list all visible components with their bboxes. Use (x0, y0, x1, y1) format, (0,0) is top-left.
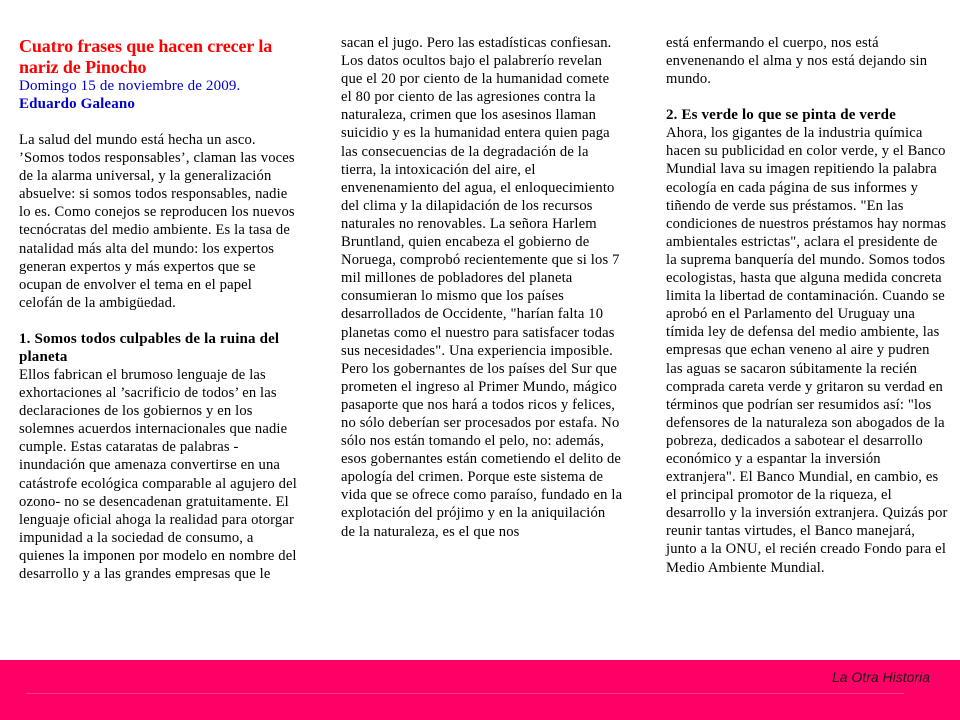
section-1-body: Ellos fabrican el brumoso lenguaje de las exhortaciones al ’sacrificio de todos’ en las declaraciones de los gobiernos y en los solemnes acuerdos internacionales que nadie cumple. Estas cataratas de palabras -inundación que amenaza convertirse en una catástrofe ecológica comparable al agujero del ozono- no se desencadenan gratuitamente. El lenguaje oficial ahoga la realidad para otorgar impunidad a la sociedad de consumo, a quienes la imponen por modelo en nombre del desarrollo y a las grandes empresas que le (19, 366, 297, 582)
footer-brand: La Otra Historia (831, 669, 930, 685)
section-2-heading: 2. Es verde lo que se pinta de verde (666, 107, 896, 124)
column-2-body: sacan el jugo. Pero las estadísticas confiesan. Los datos ocultos bajo el palabrerío revelan que el 20 por ciento de la humanidad comete el 80 por ciento de las agresiones contra la naturaleza, crimen que los asesinos llaman suicidio y es la humanidad entera quien paga las consecuencias de la degradación de la tierra, la intoxicación del aire, el envenenamiento del agua, el enloquecimiento del clima y la dilapidación de los recursos naturales no renovables. La señora Harlem Bruntland, quien encabeza el gobierno de Noruega, comprobó recientemente que si los 7 mil millones de pobladores del planeta consumieran lo mismo que los países desarrollados de Occidente, "harían falta 10 planetas como el nuestro para satisfacer todas sus necesidades". Una experiencia imposible. Pero los gobernantes de los países del Sur que prometen el ingreso al Primer Mundo, mágico pasaporte que nos hará a todos ricos y felices, no sólo deberían ser procesados por estafa. No sólo nos están tomando el pelo, no: además, esos gobernantes están cometiendo el delito de apología del crimen. Porque este sistema de vida que se ofrece como paraíso, fundado en la explotación del prójimo y en la aniquilación de la naturaleza, es el que nos (341, 35, 623, 540)
footer-bar (0, 660, 960, 720)
section-2-body: Ahora, los gigantes de la industria química hacen su publicidad en color verde, y el Banco Mundial lava su imagen repitiendo la palabra ecología en cada página de sus informes y tiñendo de verde sus préstamos. "En las condiciones de nuestros préstamos hay normas ambientales estrictas", aclara el presidente de la suprema banquería del mundo. Somos todos ecologistas, hasta que alguna medida concreta limita la libertad de contaminación. Cuando se aprobó en el Parlamento del Uruguay una tímida ley de defensa del medio ambiente, las empresas que echan veneno al aire y pudren las aguas se sacaron súbitamente la recién comprada careta verde y gritaron su verdad en términos que podrían ser resumidos así: "los defensores de la naturaleza son abogados de la pobreza, dedicados a sabotear el desarrollo económico y a espantar la inversión extranjera". El Banco Mundial, en cambio, es el principal promotor de la riqueza, el desarrollo y la inversión extranjera. Quizás por reunir tantas virtudes, el Banco manejará, junto a la ONU, el recién creado Fondo para el Medio Ambiente Mundial. (666, 125, 948, 576)
footer-divider (26, 693, 904, 694)
column-3 (666, 34, 948, 577)
article-author: Eduardo Galeano (19, 96, 136, 112)
column-2 (341, 34, 623, 541)
column-3-body: está enfermando el cuerpo, nos está envenenando el alma y nos está dejando sin mundo. (666, 35, 928, 88)
article-title: Cuatro frases que hacen crecer la nariz de Pinocho (19, 36, 273, 77)
section-1-heading: 1. Somos todos culpables de la ruina del planeta (19, 330, 280, 365)
intro-paragraph: La salud del mundo está hecha un asco. ’Somos todos responsables’, claman las voces de la alarma universal, y la generalización absuelve: si somos todos responsables, nadie lo es. Como conejos se reproducen los nuevos tecnócratas del medio ambiente. Es la tasa de natalidad más alta del mundo: los expertos generan expertos y más expertos que se ocupan de envolver el tema en el papel celofán de la ambigüedad. (19, 132, 295, 311)
article-date: Domingo 15 de noviembre de 2009. (19, 78, 241, 94)
column-1 (19, 36, 299, 583)
